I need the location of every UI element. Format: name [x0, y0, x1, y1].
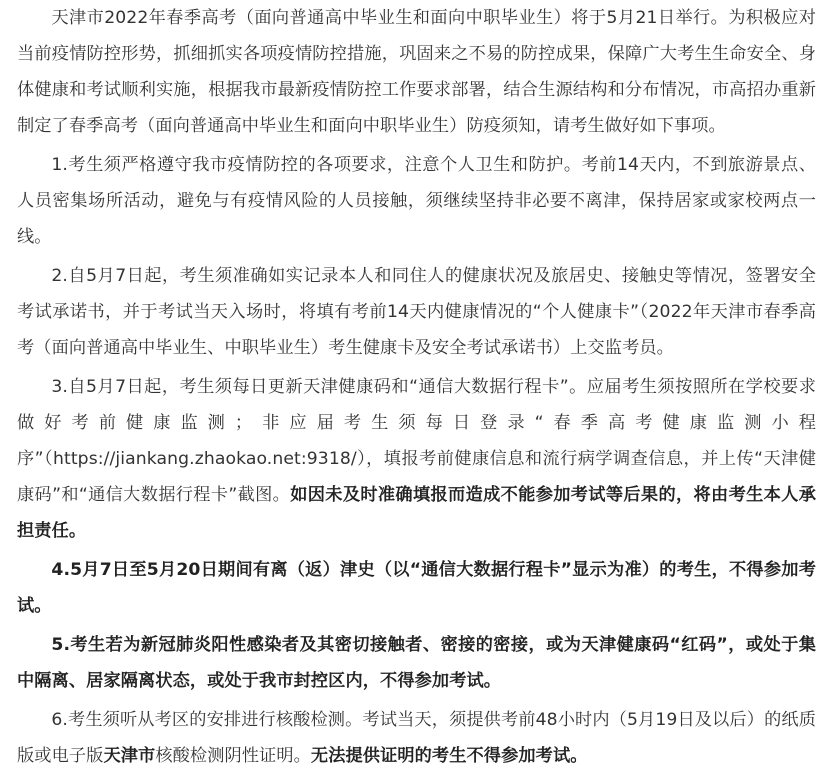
- item-1-text: 1.考生须严格遵守我市疫情防控的各项要求，注意个人卫生和防护。考前14天内，不到旅游景点、人员密集场所活动，避免与有疫情风险的人员接触，须继续坚持非必要不离津，保持居家或家校两点一线。: [17, 155, 816, 247]
- item-6-text-cont: 核酸检测阴性证明。: [155, 746, 311, 766]
- item-1-paragraph: [17, 147, 816, 255]
- item-6-paragraph: [17, 702, 816, 774]
- item-3-bold-warning: 如因未及时准确填报而造成不能参加考试等后果的，将由考生本人承担责任。: [17, 485, 816, 541]
- item-4-bold-text: 4.5月7日至5月20日期间有离（返）津史（以“通信大数据行程卡”显示为准）的考生，不得参加考试。: [17, 560, 816, 616]
- item-2-text: 2.自5月7日起，考生须准确如实记录本人和同住人的健康状况及旅居史、接触史等情况，签署安全考试承诺书，并于考试当天入场时，将填有考前14天内健康情况的“个人健康卡”（2022年天津市春季高考（面向普通高中毕业生、中职毕业生）考生健康卡及安全考试承诺书）上交监考员。: [17, 266, 816, 358]
- item-5-bold-text: 5.考生若为新冠肺炎阳性感染者及其密切接触者、密接的密接，或为天津健康码“红码”，或处于集中隔离、居家隔离状态，或处于我市封控区内，不得参加考试。: [17, 635, 816, 691]
- intro-paragraph: [17, 0, 816, 144]
- item-6-bold-warning: 无法提供证明的考生不得参加考试。: [310, 746, 588, 766]
- item-3-paragraph: [17, 369, 816, 549]
- item-5-paragraph: [17, 627, 816, 699]
- item-4-paragraph: [17, 552, 816, 624]
- item-6-bold-city: 天津市: [103, 746, 156, 766]
- item-6-text: 6.考生须听从考区的安排进行核酸检测。考试当天，须提供考前48小时内（5月19日及以后）的纸质版或电子版: [17, 710, 816, 766]
- intro-text: 天津市2022年春季高考（面向普通高中毕业生和面向中职毕业生）将于5月21日举行。为积极应对当前疫情防控形势，抓细抓实各项疫情防控措施，巩固来之不易的防控成果，保障广大考生生命安全、身体健康和考试顺利实施，根据我市最新疫情防控工作要求部署，结合生源结构和分布情况，市高招办重新制定了春季高考（面向普通高中毕业生和面向中职毕业生）防疫须知，请考生做好如下事项。: [17, 8, 816, 136]
- item-2-paragraph: [17, 258, 816, 366]
- item-3-text: 3.自5月7日起，考生须每日更新天津健康码和“通信大数据行程卡”。应届考生须按照所在学校要求做好考前健康监测；非应届考生须每日登录“春季高考健康监测小程序”（https://jiankang.zhaokao.net:9318/），填报考前健康信息和流行病学调查信息，并上传“天津健康码”和“通信大数据行程卡”截图。: [17, 377, 816, 505]
